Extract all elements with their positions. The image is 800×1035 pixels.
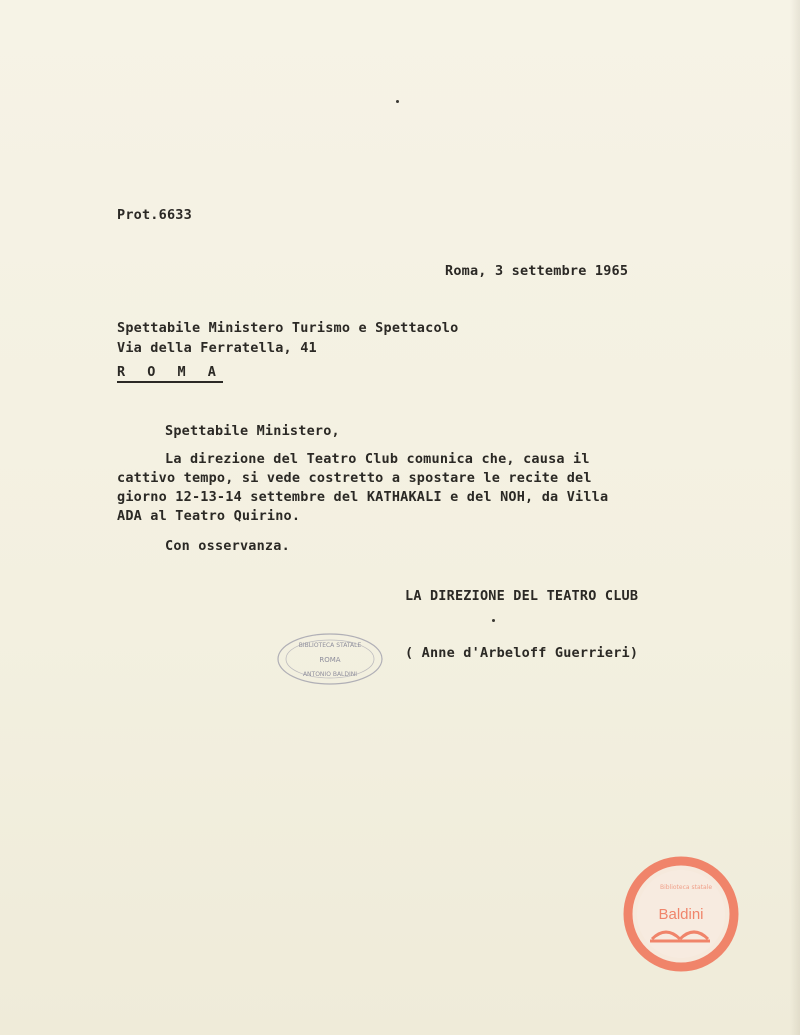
signature-organization: LA DIREZIONE DEL TEATRO CLUB [405,588,639,604]
ink-dot [396,100,399,103]
signature-name: ( Anne d'Arbeloff Guerrieri) [405,645,639,661]
body-line: cattivo tempo, si vede costretto a spostare le recite del [117,470,592,486]
baldini-library-logo [622,855,740,973]
recipient-address: Via della Ferratella, 41 [117,340,317,356]
page-edge-shadow [790,0,800,1035]
recipient-name: Spettabile Ministero Turismo e Spettacolo [117,320,459,336]
salutation: Spettabile Ministero, [165,423,340,439]
logo-brand: Baldini [658,906,704,923]
logo-small-text: Biblioteca statale [659,884,713,891]
body-line: giorno 12-13-14 settembre del KATHAKALI e del NOH, da Villa [117,489,609,505]
library-stamp [275,631,385,687]
protocol-number: Prot.6633 [117,207,192,223]
closing: Con osservanza. [165,538,290,554]
letter-date: Roma, 3 settembre 1965 [445,263,629,279]
recipient-city: R O M A [117,364,223,383]
ink-dot [492,619,495,622]
stamp-text-middle: ROMA [319,656,341,664]
stamp-text-top: BIBLIOTECA STATALE [298,642,362,649]
body-line: ADA al Teatro Quirino. [117,508,301,524]
stamp-text-bottom: ANTONIO BALDINI [302,671,358,678]
body-line: La direzione del Teatro Club comunica che, causa il [165,451,590,467]
